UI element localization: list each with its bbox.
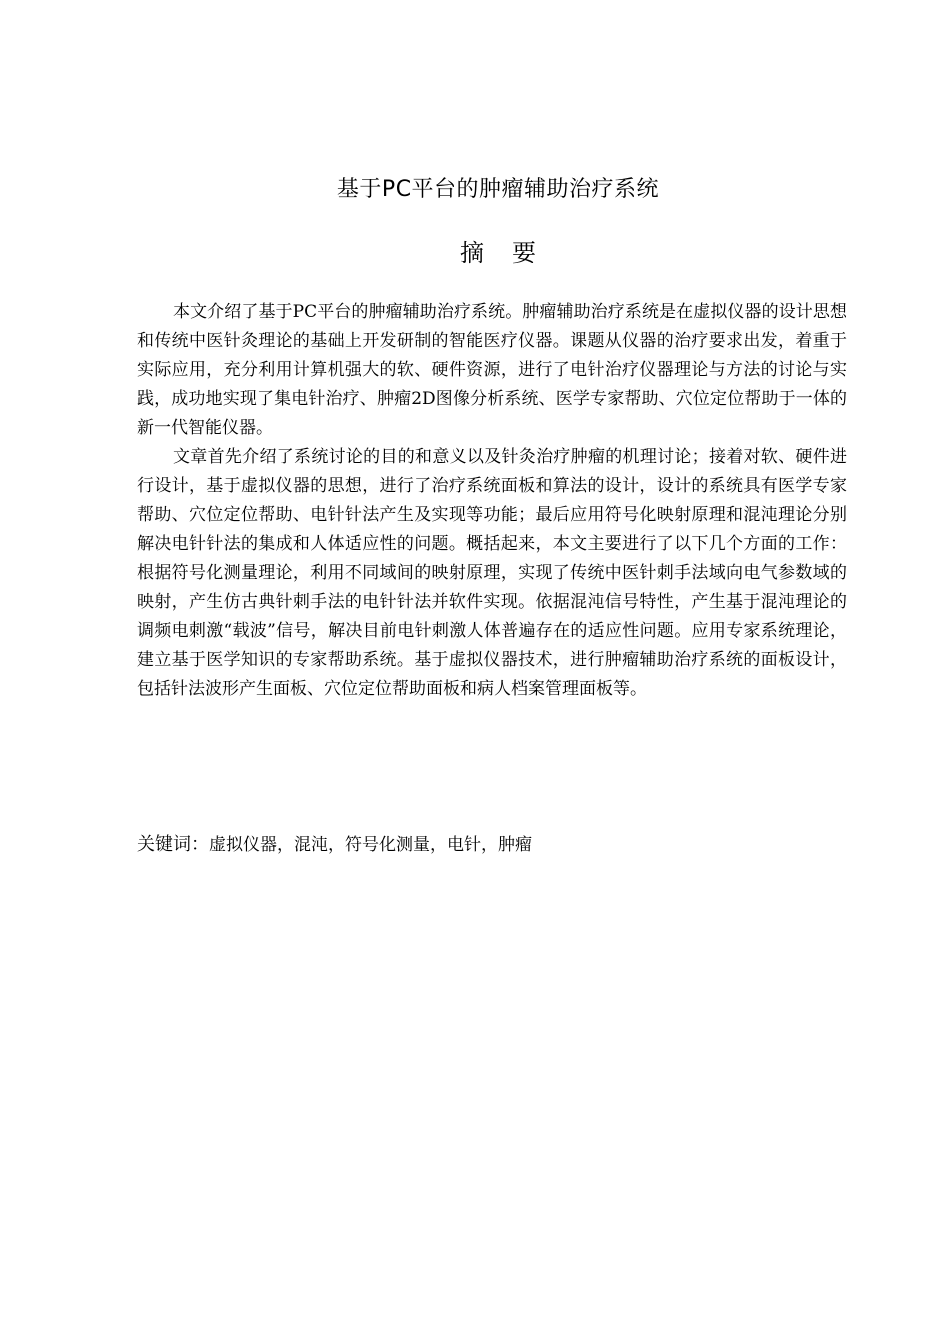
abstract-paragraph-1: 本文介绍了基于PC平台的肿瘤辅助治疗系统。肿瘤辅助治疗系统是在虚拟仪器的设计思想和传统中医针灸理论的基础上开发研制的智能医疗仪器。课题从仪器的治疗要求出发，着重于实际应用，充分利用计算机强大的软、硬件资源，进行了电针治疗仪器理论与方法的讨论与实践，成功地实现了集电针治疗、肿瘤2D图像分析系统、医学专家帮助、穴位定位帮助于一体的新一代智能仪器。 (137, 302, 847, 438)
keywords-label: 关键词： (137, 834, 209, 855)
abstract-heading: 摘要 (460, 239, 564, 267)
keywords-value: 虚拟仪器，混沌，符号化测量，电针，肿瘤 (209, 835, 532, 855)
abstract-paragraph-2: 文章首先介绍了系统讨论的目的和意义以及针灸治疗肿瘤的机理讨论；接着对软、硬件进行设计，基于虚拟仪器的思想，进行了治疗系统面板和算法的设计，设计的系统具有医学专家帮助、穴位定位帮助、电针针法产生及实现等功能；最后应用符号化映射原理和混沌理论分别解决电针针法的集成和人体适应性的问题。概括起来，本文主要进行了以下几个方面的工作：根据符号化测量理论，利用不同域间的映射原理，实现了传统中医针刺手法域向电气参数域的映射，产生仿古典针刺手法的电针针法并软件实现。依据混沌信号特性，产生基于混沌理论的调频电刺激“载波”信号，解决目前电针刺激人体普遍存在的适应性问题。应用专家系统理论，建立基于医学知识的专家帮助系统。基于虚拟仪器技术，进行肿瘤辅助治疗系统的面板设计，包括针法波形产生面板、穴位定位帮助面板和病人档案管理面板等。 (137, 447, 847, 699)
keywords-line (137, 830, 847, 860)
abstract-body (137, 298, 847, 704)
document-title: 基于PC平台的肿瘤辅助治疗系统 (336, 177, 660, 202)
